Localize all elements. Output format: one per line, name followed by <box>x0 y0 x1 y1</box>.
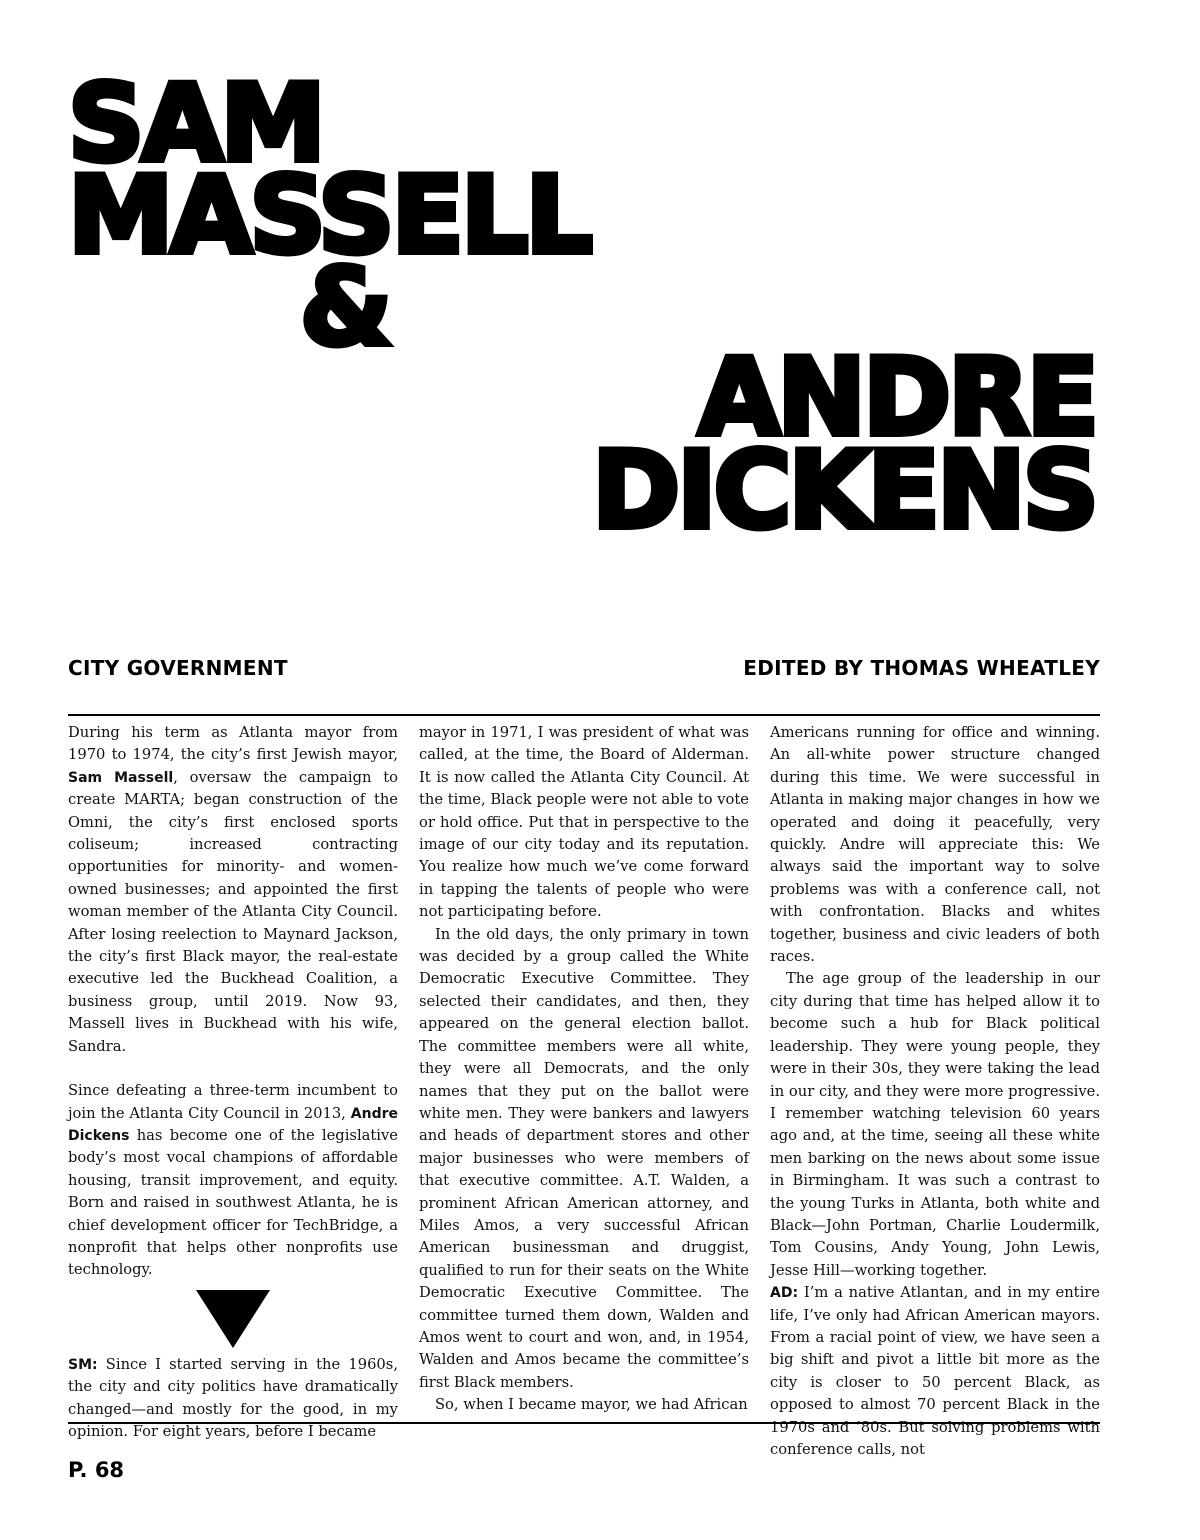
name-andre-dickens: Andre Dickens <box>68 1105 398 1144</box>
headline-sam: SAM <box>68 62 323 185</box>
paragraph: mayor in 1971, I was president of what was called, at the time, the Board of Alderman. It is now called the Atlanta City Council. At the time, Black people were not able to vote or hold office. Put that in perspective to the image of our city today and its reputation. You realize how much we’ve come forward in tapping the talents of people who were not participating before. <box>419 724 749 921</box>
paragraph: In the old days, the only primary in town was decided by a group called the White Democratic Executive Committee. They selected their candidates, and then, they appeared on the general election ballot. The committee members were all white, they were all Democrats, and the only names that they put on the ballot were white men. They were bankers and lawyers and heads of department stores and other major businesses who were members of that executive committee. A.T. Walden, a prominent African American attorney, and Miles Amos, a very successful African American businessman and druggist, qualified to run for their seats on the White Democratic Executive Committee. The committee turned them down, Walden and Amos went to court and won, and, in 1954, Walden and Amos became the committee’s first Black members. <box>419 925 749 1391</box>
down-triangle-icon <box>196 1290 270 1348</box>
byline: EDITED BY THOMAS WHEATLEY <box>743 656 1100 680</box>
speaker-label-sm: SM: <box>68 1356 98 1373</box>
paragraph: The age group of the leadership in our city during that time has helped allow it to become such a hub for Black political leadership. They were young people, they were in their 30s, they were taking the lead in our city, and they were more progressive. I remember watching television 60 years ago and, at the time, seeing all these white men barking on the news about some issue in Birmingham. It was such a contrast to the young Turks in Atlanta, both white and Black—John Portman, Charlie Loudermilk, Tom Cousins, Andy Young, John Lewis, Jesse Hill—working together. <box>770 970 1100 1279</box>
headline-dickens: DICKENS <box>592 429 1096 552</box>
headline-ampersand: & <box>300 246 390 369</box>
intro-massell: During his term as Atlanta mayor from 1970 to 1974, the city’s first Jewish mayor, Sam Massell, oversaw the campaign to create MARTA; began construction of the Omni, the city’s first enclosed sports coliseum; increased contracting opportunities for minority- and women-owned businesses; and appointed the first woman member of the Atlanta City Council. After losing reelection to Maynard Jackson, the city’s first Black mayor, the real-estate executive led the Buckhead Coalition, a business group, until 2019. Now 93, Massell lives in Buckhead with his wife, Sandra. <box>68 724 398 1055</box>
section-label: CITY GOVERNMENT <box>68 656 288 680</box>
paragraph: So, when I became mayor, we had African <box>435 1396 748 1414</box>
name-sam-massell: Sam Massell <box>68 769 174 786</box>
sm-answer: SM: Since I started serving in the 1960s, the city and city politics have dramatically changed—and mostly for the good, in my opinion. For eight years, before I became <box>68 1355 398 1440</box>
intro-dickens: Since defeating a three-term incumbent to join the Atlanta City Council in 2013, Andre Dickens has become one of the legislative body’s most vocal champions of affordable housing, transit improvement, and equity. Born and raised in southwest Atlanta, he is chief development officer for TechBridge, a nonprofit that helps other nonprofits use technology. <box>68 1082 398 1279</box>
page-number: P. 68 <box>68 1458 125 1482</box>
article-body <box>68 722 1100 1458</box>
paragraph: Americans running for office and winning. An all-white power structure changed during this time. We were successful in Atlanta in making major changes in how we operated and doing it peacefully, very quickly. Andre will appreciate this: We always said the important way to solve problems was with a conference call, not with confrontation. Blacks and whites together, business and civic leaders of both races. <box>770 724 1100 966</box>
headline-andre: ANDRE <box>698 336 1096 459</box>
column-3 <box>770 722 1100 1458</box>
speaker-label-ad: AD: <box>770 1285 799 1302</box>
headline-massell: MASSELL <box>68 154 590 277</box>
top-rule <box>68 714 1100 716</box>
bottom-rule <box>68 1422 1100 1424</box>
column-1 <box>68 722 398 1440</box>
column-2 <box>419 722 749 1418</box>
ad-answer: AD: I’m a native Atlantan, and in my entire life, I’ve only had African American mayors. From a racial point of view, we have seen a big shift and pivot a little bit more as the city is closer to 50 percent Black, as opposed to almost 70 percent Black in the 1970s and ’80s. But solving problems with conference calls, not <box>770 1284 1100 1458</box>
